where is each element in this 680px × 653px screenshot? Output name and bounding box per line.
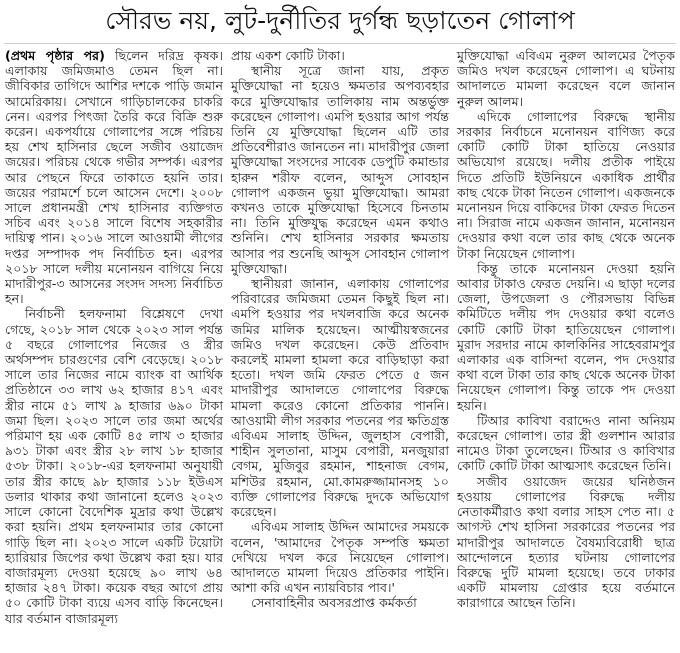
paragraph: নির্বাচনী হলফনামা বিশ্লেষণে দেখা গেছে, ২০১৮ সাল থেকে ২০২৩ সাল পর্যন্ত ৫ বছরে গোলাপের নিজের ও স্ত্রীর অর্থসম্পদ চারগুণের বেশি বেড়েছে। ২০১৮ সালে তার নিজের নামে ব্যাংক বা আর্থিক প্রতিষ্ঠানে ৩৩ লাখ ৬২ হাজার ৪১৭ এবং স্ত্রীর নামে ৫১ লাখ ৯ হাজার ৬৯০ টাকা জমা ছিল। ২০২৩ সালে তার জমা অর্থের পরিমাণ হয় এক কোটি ৪৫ লাখ ৩ হাজার ৯৩১ টাকা এবং স্ত্রীর ২৮ লাখ ১৮ হাজার ৫৩৮ টাকা। ২০১৮-এর হলফনামা অনুযায়ী তার স্ত্রীর কাছে ৯৮ হাজার ১১৮ ইউএস ডলার থাকার কথা জানানো হলেও ২০২৩ সালে কোনো বৈদেশিক মুদ্রার কথা উল্লেখ করা হয়নি। প্রথম হলফনামার তার কোনো গাড়ি ছিল না। ২০২৩ সালে একটি টয়োটা হ্যারিয়ার জিপের কথা উল্লেখ করা হয়। যার বাজারমূল্য দেওয়া হয়েছে ৯০ লাখ ৬৪ হাজার ২৪৭ টাকা। কয়েক বছর আগে প্রায় ৫০ কোটি টাকা ব্যয়ে এসব বাড়ি কিনেছেন। যার বর্তমান বাজারমূল্য xyxy=(5,306,223,626)
paragraph: সেনাবাহিনীর অবসরপ্রাপ্ত কর্মকর্তা xyxy=(251,595,417,611)
article-column-2 xyxy=(231,48,449,611)
continuation-lead: (প্রথম পৃষ্ঠার পর) xyxy=(5,48,105,63)
paragraph: টিআর কাবিখা বরাদ্দেও নানা অনিয়ম করেছেন গোলাপ। তার স্ত্রী গুলশান আরার নামেও টাকা তুলেছেন। টিআর ও কাবিখার কোটি কোটি টাকা আত্মসাৎ করেছেন তিনি। xyxy=(457,412,675,474)
article-column-3 xyxy=(457,48,675,611)
paragraph: কিন্তু তাকে মনোনয়ন দেওয়া হয়নি আবার টাকাও ফেরত দেয়নি। এ ছাড়া দলের জেলা, উপজেলা ও পৌরসভায় বিভিন্ন কমিটিতে দলীয় পদ দেওয়ার কথা বলেও কোটি কোটি টাকা হাতিয়েছেন গোলাপ। মুরাদ সরদার নামে কালকিনির সাহেবরামপুর এলাকার এক বাসিন্দা বলেন, পদ দেওয়ার কথা বলে টাকা তার কাছ থেকে অনেক টাকা নিয়েছেন গোলাপ। কিন্তু তাকে পদ দেওয়া হয়নি। xyxy=(457,260,675,413)
headline-divider xyxy=(4,43,676,44)
paragraph xyxy=(5,48,223,306)
paragraph: সজীব ওয়াজেদ জয়ের ঘনিষ্ঠজন হওয়ায় গোলাপের বিরুদ্ধে দলীয় নেতাকর্মীরাও কথা বলার সাহস পেত না। ৫ আগস্ট শেখ হাসিনা সরকারের পতনের পর মাদারীপুর আদালতে বৈষম্যবিরোধী ছাত্র আন্দোলনে হত্যার ঘটনায় গোলাপের বিরুদ্ধে দুটি মামলা হয়েছে। তবে ঢাকার একটি মামলায় গ্রেপ্তার হয়ে বর্তমানে কারাগারে আছেন তিনি। xyxy=(457,473,675,611)
paragraph: মুক্তিযোদ্ধা এবিএম নুরুল আলমের পৈতৃক জমিও দখল করেছেন গোলাপ। এ ঘটনায় আদালতে মামলা করেছেন বলে জানান নুরুল আলম। xyxy=(457,48,675,109)
paragraph: এদিকে গোলাপের বিরুদ্ধে স্থানীয় সরকার নির্বাচনে মনোনয়ন বাণিজ্য করে কোটি কোটি টাকা হাতিয়ে নেওয়ার অভিযোগ রয়েছে। দলীয় প্রতীক পাইয়ে দিতে প্রতিটি ইউনিয়নে একাধিক প্রার্থীর কাছ থেকে টাকা নিতেন গোলাপ। একজনকে মনোনয়ন দিয়ে বাকিদের টাকা ফেরত দিতেন না। সিরাজ নামে একজন জানান, মনোনয়ন দেওয়ার কথা বলে তার কাছ থেকে অনেক টাকা নিয়েছেন গোলাপ। xyxy=(457,108,675,261)
headline: সৌরভ নয়, লুট-দুর্নীতির দুর্গন্ধ ছড়াতেন গোলাপ xyxy=(105,6,575,35)
paragraph: প্রায় একশ কোটি টাকা। xyxy=(231,48,345,63)
paragraph-text: ছিলেন দরিদ্র কৃষক। এলাকায় জমিজমাও তেমন ছিল না। জীবিকার তাগিদে আশির দশকে পাড়ি জমান আমেরিকায়। সেখানে গাড়িচালকের চাকরি নেন। এরপর পিৎজা তৈরি করে বিক্রি শুরু করেন। একপর্যায়ে গোলাপের সঙ্গে পরিচয় হয় শেখ হাসিনার ছেলে সজীব ওয়াজেদ জয়ের। পরিচয় থেকে গভীর সম্পর্ক। এরপর আর পেছনে ফিরে তাকাতে হয়নি তার। জয়ের পরামর্শে চলে আসেন দেশে। ২০০৮ সালে প্রধানমন্ত্রী শেখ হাসিনার ব্যক্তিগত সচিব এবং ২০১৪ সালে বিশেষ সহকারীর দায়িত্ব পান। ২০১৬ সালে আওয়ামী লীগের দপ্তর সম্পাদক পদ নির্বাচিত হন। এরপর ২০১৮ সালে দলীয় মনোনয়ন বাগিয়ে নিয়ে মাদারীপুর-৩ আসনের সংসদ সদস্য নির্বাচিত হন। xyxy=(5,48,223,307)
paragraph: স্থানীয়রা জানান, এলাকায় গোলাপের পরিবারের জমিজমা তেমন কিছুই ছিল না। এমপি হওয়ার পর দখলবাজি করে অনেক জমির মালিক হয়েছেন। আত্মীয়স্বজনের জমিও দখল করেছেন। কেউ প্রতিবাদ করলেই মামলা হামলা করে বাড়িছাড়া করা হতো। দখল জমি ফেরত পেতে ৫ জন মাদারীপুর আদালতে গোলাপের বিরুদ্ধে মামলা করেও কোনো প্রতিকার পাননি। আওয়ামী লীগ সরকার পতনের পর ক্ষতিগ্রস্ত এবিএম সালাহ উদ্দিন, জুলহাস বেপারী, শাহীন সুলতানা, মাসুম বেপারী, মনজুয়ারা বেগম, মুজিবুর রহমান, শাহনাজ বেগম, মশিউর রহমান, মো.কামরুজ্জামানসহ ১০ ব্যক্তি গোলাপের বিরুদ্ধে দুদকে অভিযোগ করেছেন। xyxy=(231,276,449,520)
article-column-1 xyxy=(5,48,223,626)
paragraph: স্থানীয় সূত্রে জানা যায়, প্রকৃত মুক্তিযোদ্ধা না হয়েও ক্ষমতার অপব্যবহার করে মুক্তিযোদ্ধার তালিকায় নাম অন্তর্ভুক্ত করেছেন গোলাপ। এমপি হওয়ার আগ পর্যন্ত তিনি যে মুক্তিযোদ্ধা ছিলেন এটি তার প্রতিবেশীরাও জানতেন না। মাদারীপুর জেলা মুক্তিযোদ্ধা সংসদের সাবেক ডেপুটি কমান্ডার হারুন শরীফ বলেন, আব্দুস সোবহান গোলাপ একজন ভুয়া মুক্তিযোদ্ধা। আমরা কখনও তাকে মুক্তিযোদ্ধা হিসেবে চিনতাম না। তিনি মুক্তিযুদ্ধ করেছেন এমন কথাও শুনিনি। শেখ হাসিনার সরকার ক্ষমতায় আসার পর শুনেছি আব্দুস সোবহান গোলাপ মুক্তিযোদ্ধা। xyxy=(231,63,449,276)
paragraph: এবিএম সালাহ উদ্দিন আমাদের সময়কে বলেন, 'আমাদের পৈতৃক সম্পত্তি ক্ষমতা দেখিয়ে দখল করে নিয়েছেন গোলাপ। আদালতে মামলা দিয়েও প্রতিকার পাইনি। আশা করি এখন ন্যায়বিচার পাব।' xyxy=(231,519,449,596)
